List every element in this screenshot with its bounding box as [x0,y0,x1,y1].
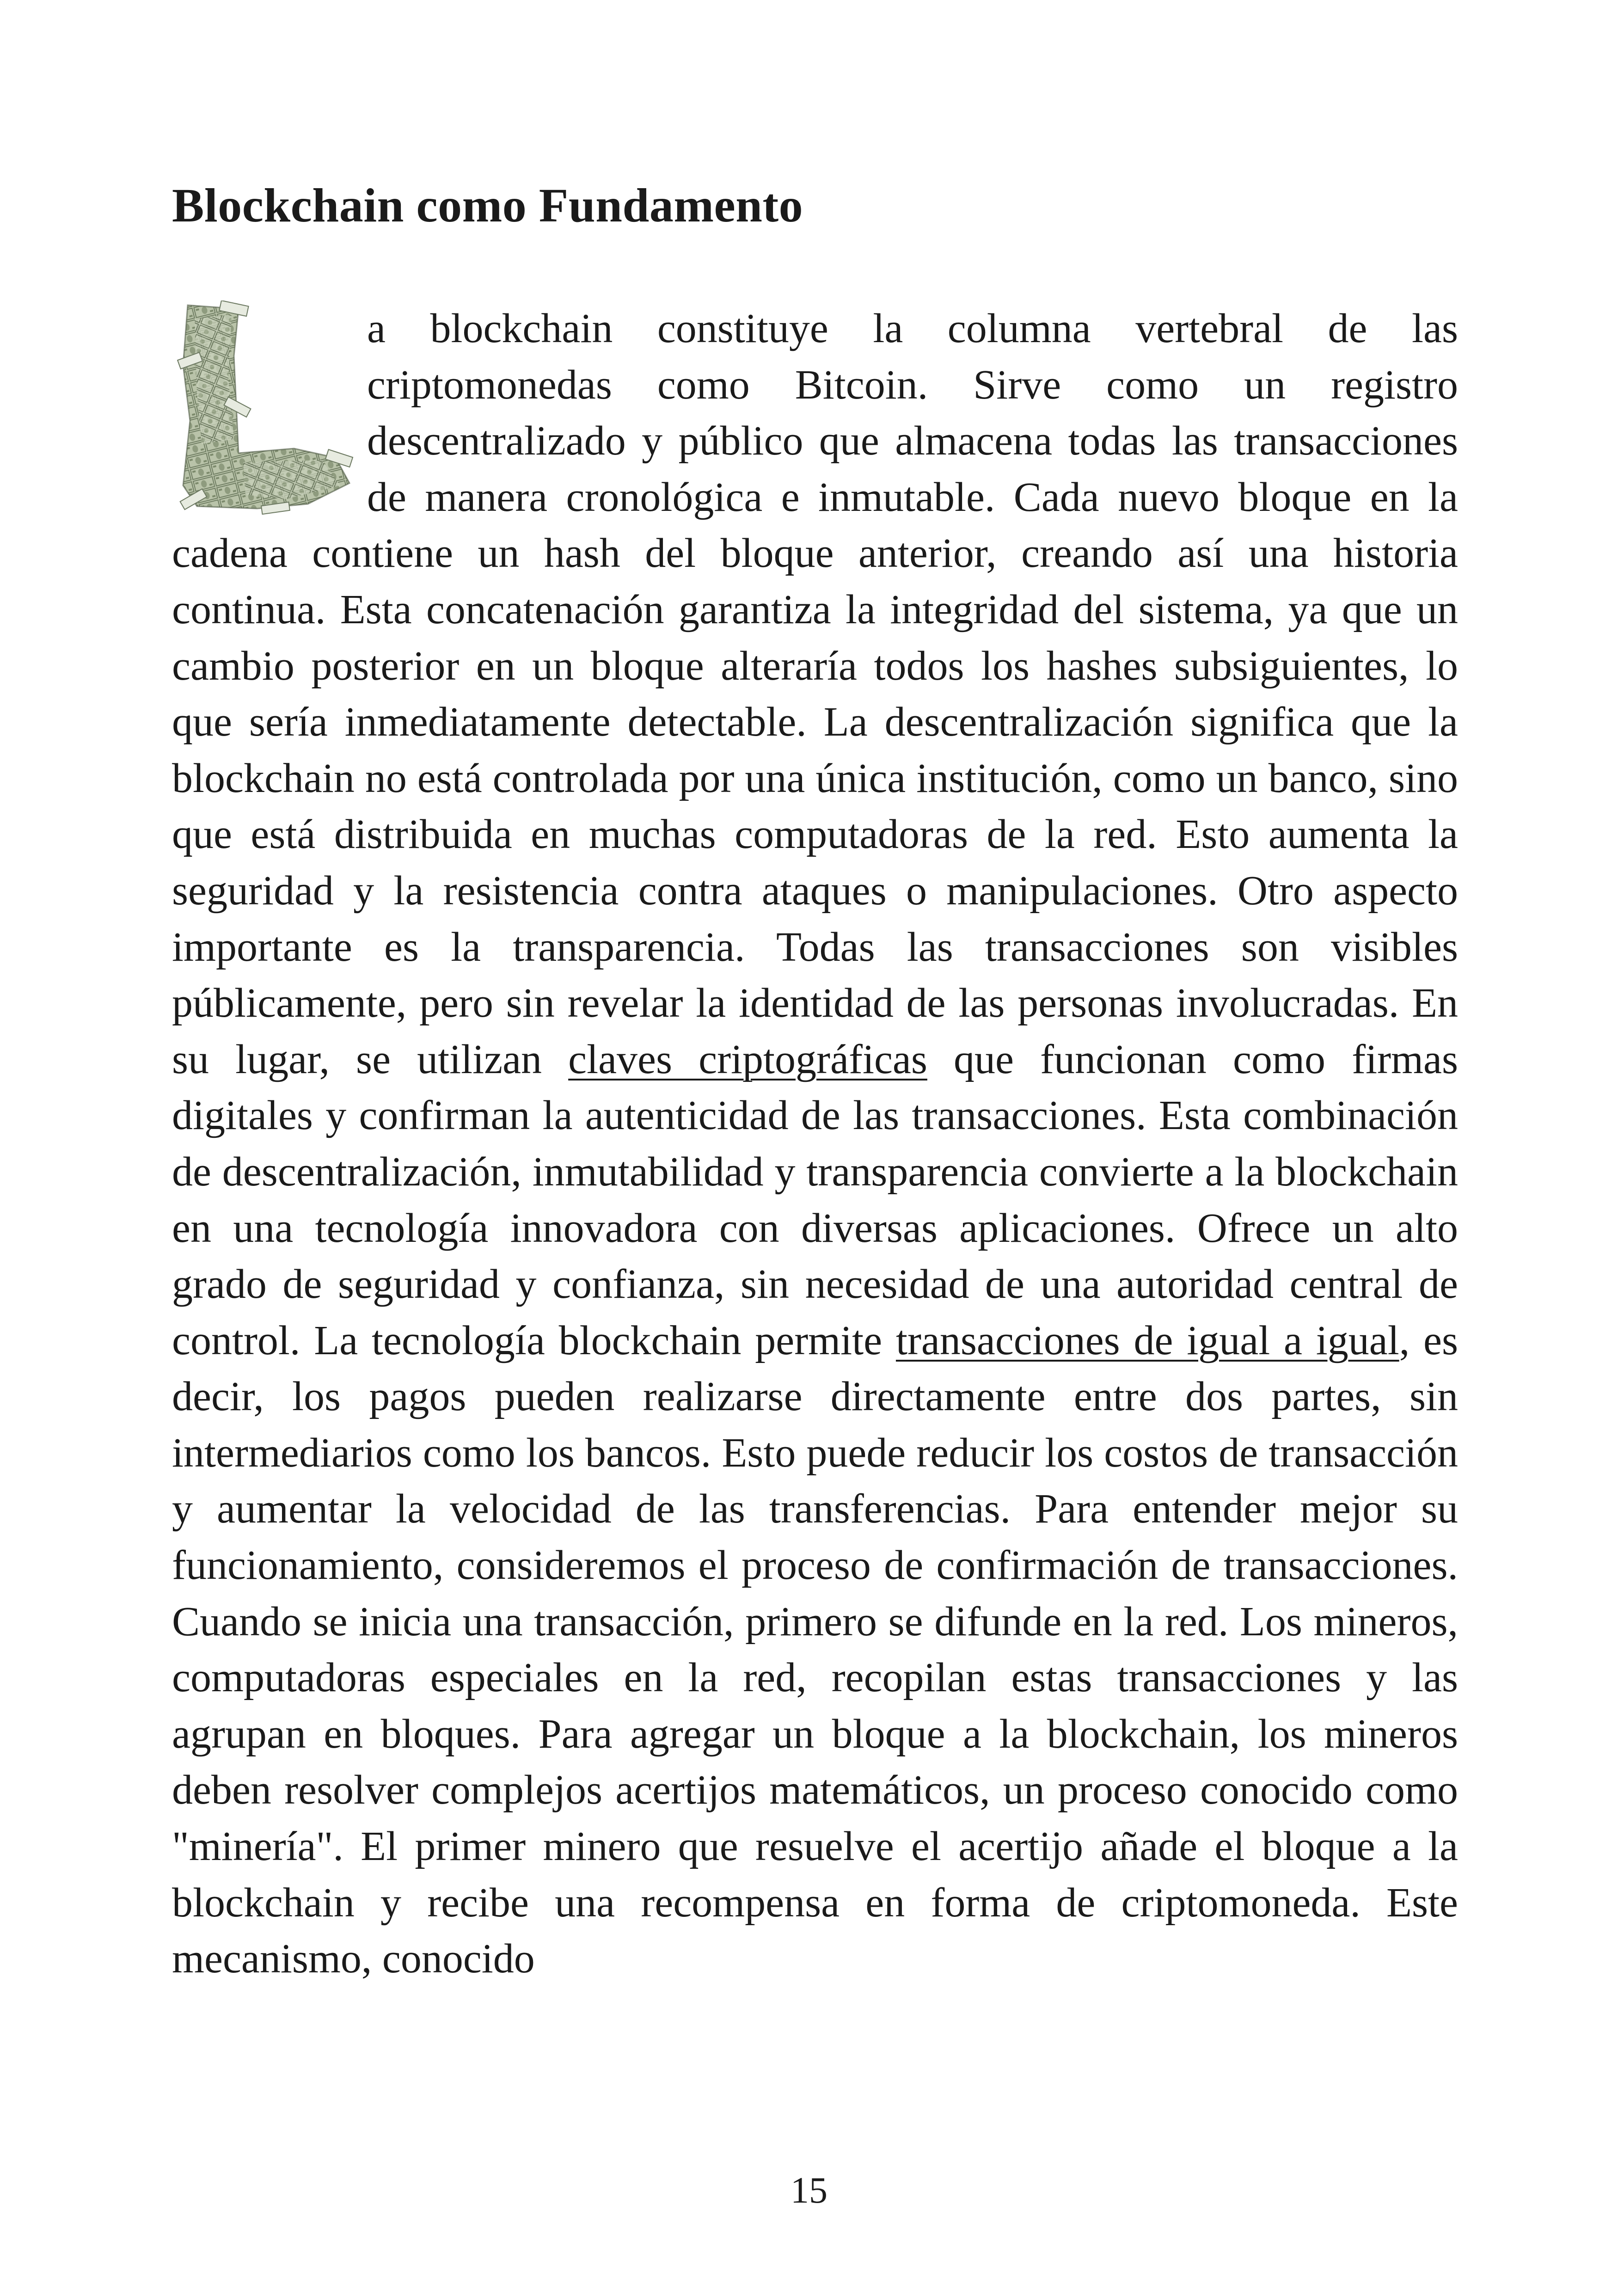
section-heading: Blockchain como Fundamento [172,179,803,232]
money-stack-letter-l-image [169,301,354,518]
drop-cap-money-letter-l [169,301,354,518]
link-transacciones-igual-a-igual[interactable]: transacciones de igual a igual [895,1317,1399,1363]
paragraph-text-1: a blockchain constituye la columna vertebral de las criptomonedas como Bitcoin. Sirve como un registro descentralizado y público que almacena todas las transacciones de manera cronológica e inmutable. Cada nuevo bloque en la cadena contiene un hash del bloque anterior, creando así una historia continua. Esta concatenación garantiza la integridad del sistema, ya que un cambio posterior en un bloque alteraría todos los hashes subsiguientes, lo que sería inmediatamente detectable. La descentralización significa que la blockchain no está controlada por una única institución, como un banco, sino que está distribuida en muchas computadoras de la red. Esto aumenta la seguridad y la resistencia contra ataques o manipulaciones. Otro aspecto importante es la transparencia. Todas las transacciones son visibles públicamente, pero sin revelar la identidad de las personas involucradas. En su lugar, se utilizan [172,306,1458,1082]
body-paragraph [172,301,1458,1987]
link-claves-criptograficas[interactable]: claves criptográficas [568,1036,927,1082]
paragraph-text-2: que funcionan como firmas digitales y confirman la autenticidad de las transacciones. Esta combinación de descentralización, inmutabilidad y transparencia convierte a la blockchain en una tecnología innovadora con diversas aplicaciones. Ofrece un alto grado de seguridad y confianza, sin necesidad de una autoridad central de control. La tecnología blockchain permite [172,1036,1458,1363]
paragraph-text-3: , es decir, los pagos pueden realizarse directamente entre dos partes, sin intermediarios como los bancos. Esto puede reducir los costos de transacción y aumentar la velocidad de las transferencias. Para entender mejor su funcionamiento, consideremos el proceso de confirmación de transacciones. Cuando se inicia una transacción, primero se difunde en la red. Los mineros, computadoras especiales en la red, recopilan estas transacciones y las agrupan en bloques. Para agregar un bloque a la blockchain, los mineros deben resolver complejos acertijos matemáticos, un proceso conocido como "minería". El primer minero que resuelve el acertijo añade el bloque a la blockchain y recibe una recompensa en forma de criptomoneda. Este mecanismo, conocido [172,1317,1458,1982]
page-number: 15 [791,2170,827,2211]
